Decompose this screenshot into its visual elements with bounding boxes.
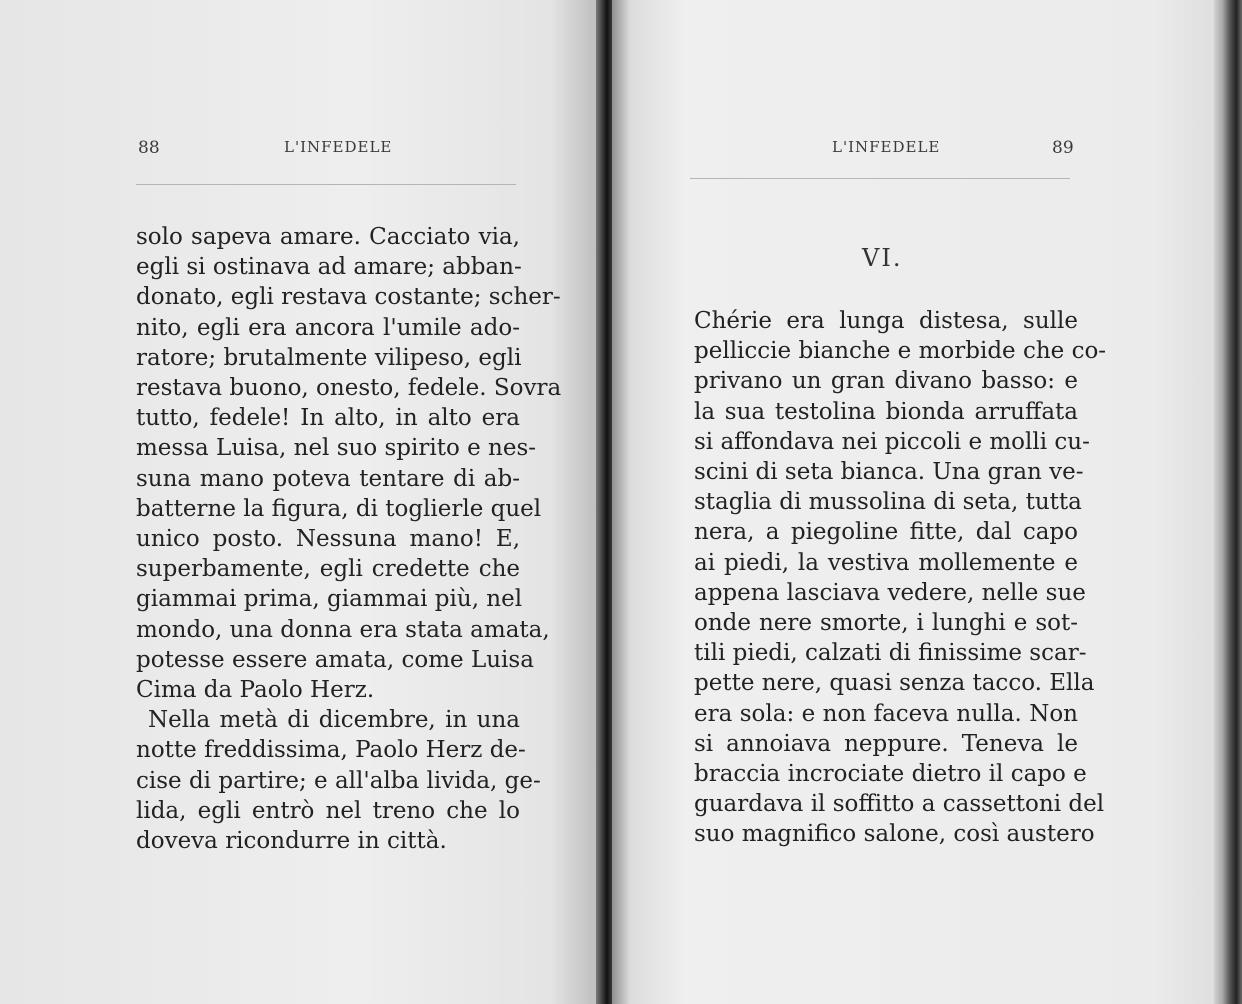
text-line: messa Luisa, nel suo spirito e nes-	[136, 435, 537, 462]
text-line: egli si ostinava ad amare; abban-	[136, 254, 522, 281]
text-line: notte freddissima, Paolo Herz de-	[136, 737, 526, 764]
text-line: tutto, fedele! In alto, in alto era	[136, 405, 520, 432]
text-line: solo sapeva amare. Cacciato via,	[136, 224, 520, 250]
text-line: ai piedi, la vestiva mollemente e	[694, 549, 1078, 576]
text-line: braccia incrociate dietro il capo e	[694, 761, 1087, 788]
text-line: cise di partire; e all'alba livida, ge-	[136, 767, 541, 794]
right-head-rule	[690, 178, 1070, 179]
text-line: superbamente, egli credette che	[136, 556, 520, 583]
right-page	[612, 0, 1216, 1004]
text-line: Chérie era lunga distesa, sulle	[694, 308, 1078, 334]
text-line: scini di seta bianca. Una gran ve-	[694, 459, 1084, 486]
text-line: ratore; brutalmente vilipeso, egli	[136, 344, 522, 371]
book-right-edge	[1214, 0, 1242, 1004]
text-line: nera, a piegoline fitte, dal capo	[694, 519, 1078, 546]
text-line: pelliccie bianche e morbide che co-	[694, 338, 1107, 365]
text-line: privano un gran divano basso: e	[694, 368, 1078, 395]
right-running-head: L'INFEDELE	[832, 138, 941, 156]
text-line: mondo, una donna era stata amata,	[136, 616, 550, 643]
text-line: si annoiava neppure. Teneva le	[694, 730, 1078, 757]
text-line: batterne la figura, di toglierle quel	[136, 495, 542, 522]
text-line: Cima da Paolo Herz.	[136, 677, 375, 704]
left-folio: 88	[138, 138, 160, 158]
text-line: nito, egli era ancora l'umile ado-	[136, 314, 520, 341]
text-line: onde nere smorte, i lunghi e sot-	[694, 610, 1078, 637]
left-page	[0, 0, 598, 1004]
text-line: unico posto. Nessuna mano! E,	[136, 526, 520, 553]
text-line: pette nere, quasi senza tacco. Ella	[694, 670, 1095, 697]
text-line: era sola: e non faceva nulla. Non	[694, 700, 1078, 727]
text-line: potesse essere amata, come Luisa	[136, 646, 534, 673]
text-line: giammai prima, giammai più, nel	[136, 586, 523, 613]
text-line: doveva ricondurre in città.	[136, 828, 447, 855]
text-line: lida, egli entrò nel treno che lo	[136, 797, 520, 824]
left-running-head: L'INFEDELE	[284, 138, 393, 156]
right-folio: 89	[1052, 138, 1074, 158]
text-line: suna mano poteva tentare di ab-	[136, 465, 520, 492]
left-page-text	[136, 222, 562, 856]
left-head-rule	[136, 184, 516, 185]
text-line: suo magnifico salone, così austero	[694, 821, 1095, 848]
text-line: tili piedi, calzati di finissime scar-	[694, 640, 1087, 667]
text-line: si affondava nei piccoli e molli cu-	[694, 428, 1090, 455]
text-line: appena lasciava vedere, nelle sue	[694, 579, 1086, 606]
text-line: Nella metà di dicembre, in una	[148, 707, 520, 734]
text-line: donato, egli restava costante; scher-	[136, 284, 561, 311]
text-line: restava buono, onesto, fedele. Sovra	[136, 375, 562, 402]
text-line: guardava il soffitto a cassettoni del	[694, 791, 1105, 818]
text-line: staglia di mussolina di seta, tutta	[694, 489, 1082, 516]
right-page-text	[694, 306, 1107, 850]
chapter-heading: VI.	[862, 244, 903, 272]
text-line: la sua testolina bionda arruffata	[694, 398, 1078, 425]
